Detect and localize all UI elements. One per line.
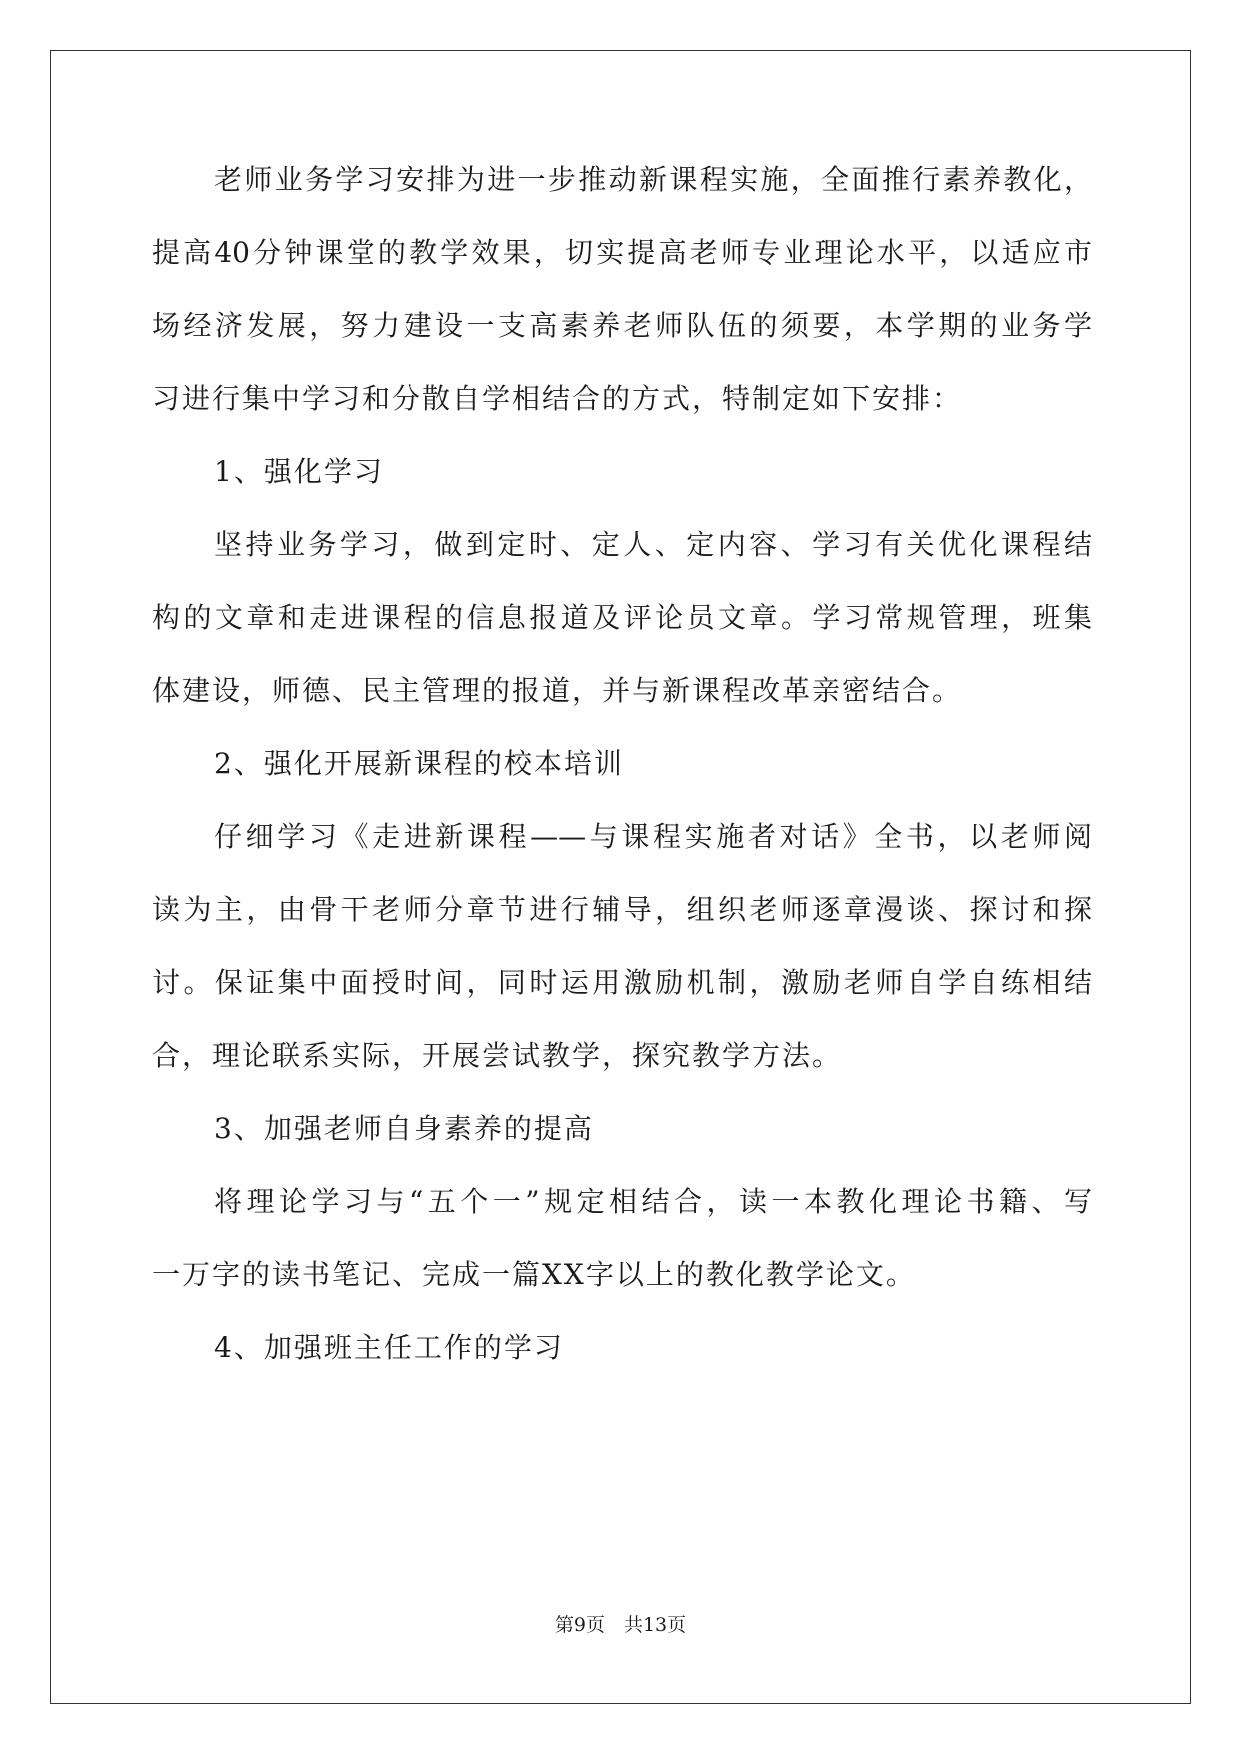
section-heading: 4、加强班主任工作的学习 bbox=[214, 1331, 564, 1364]
paragraph-line: 老师业务学习安排为进一步推动新课程实施，全面推行素养教化， bbox=[214, 163, 1092, 196]
paragraph-line: 将理论学习与“五个一”规定相结合，读一本教化理论书籍、写 bbox=[214, 1185, 1092, 1218]
section-heading: 1、强化学习 bbox=[214, 455, 384, 488]
paragraph-line: 习进行集中学习和分散自学相结合的方式，特制定如下安排： bbox=[152, 382, 963, 415]
page-number-footer: 第9页 共13页 bbox=[554, 1614, 687, 1636]
paragraph-line: 读为主，由骨干老师分章节进行辅导，组织老师逐章漫谈、探讨和探 bbox=[152, 893, 1092, 926]
paragraph-line: 一万字的读书笔记、完成一篇XX字以上的教化教学论文。 bbox=[152, 1258, 916, 1291]
page-border bbox=[50, 50, 1191, 1704]
paragraph-line: 提高40分钟课堂的教学效果，切实提高老师专业理论水平，以适应市 bbox=[152, 236, 1092, 269]
paragraph-line: 坚持业务学习，做到定时、定人、定内容、学习有关优化课程结 bbox=[214, 528, 1092, 561]
paragraph-line: 合，理论联系实际，开展尝试教学，探究教学方法。 bbox=[152, 1039, 843, 1072]
paragraph-line: 体建设，师德、民主管理的报道，并与新课程改革亲密结合。 bbox=[152, 674, 963, 707]
section-heading: 3、加强老师自身素养的提高 bbox=[214, 1112, 594, 1145]
paragraph-line: 场经济发展，努力建设一支高素养老师队伍的须要，本学期的业务学 bbox=[152, 309, 1092, 342]
paragraph-line: 构的文章和走进课程的信息报道及评论员文章。学习常规管理，班集 bbox=[152, 601, 1092, 634]
paragraph-line: 仔细学习《走进新课程——与课程实施者对话》全书，以老师阅 bbox=[214, 820, 1092, 853]
section-heading: 2、强化开展新课程的校本培训 bbox=[214, 747, 624, 780]
paragraph-line: 讨。保证集中面授时间，同时运用激励机制，激励老师自学自练相结 bbox=[152, 966, 1092, 999]
